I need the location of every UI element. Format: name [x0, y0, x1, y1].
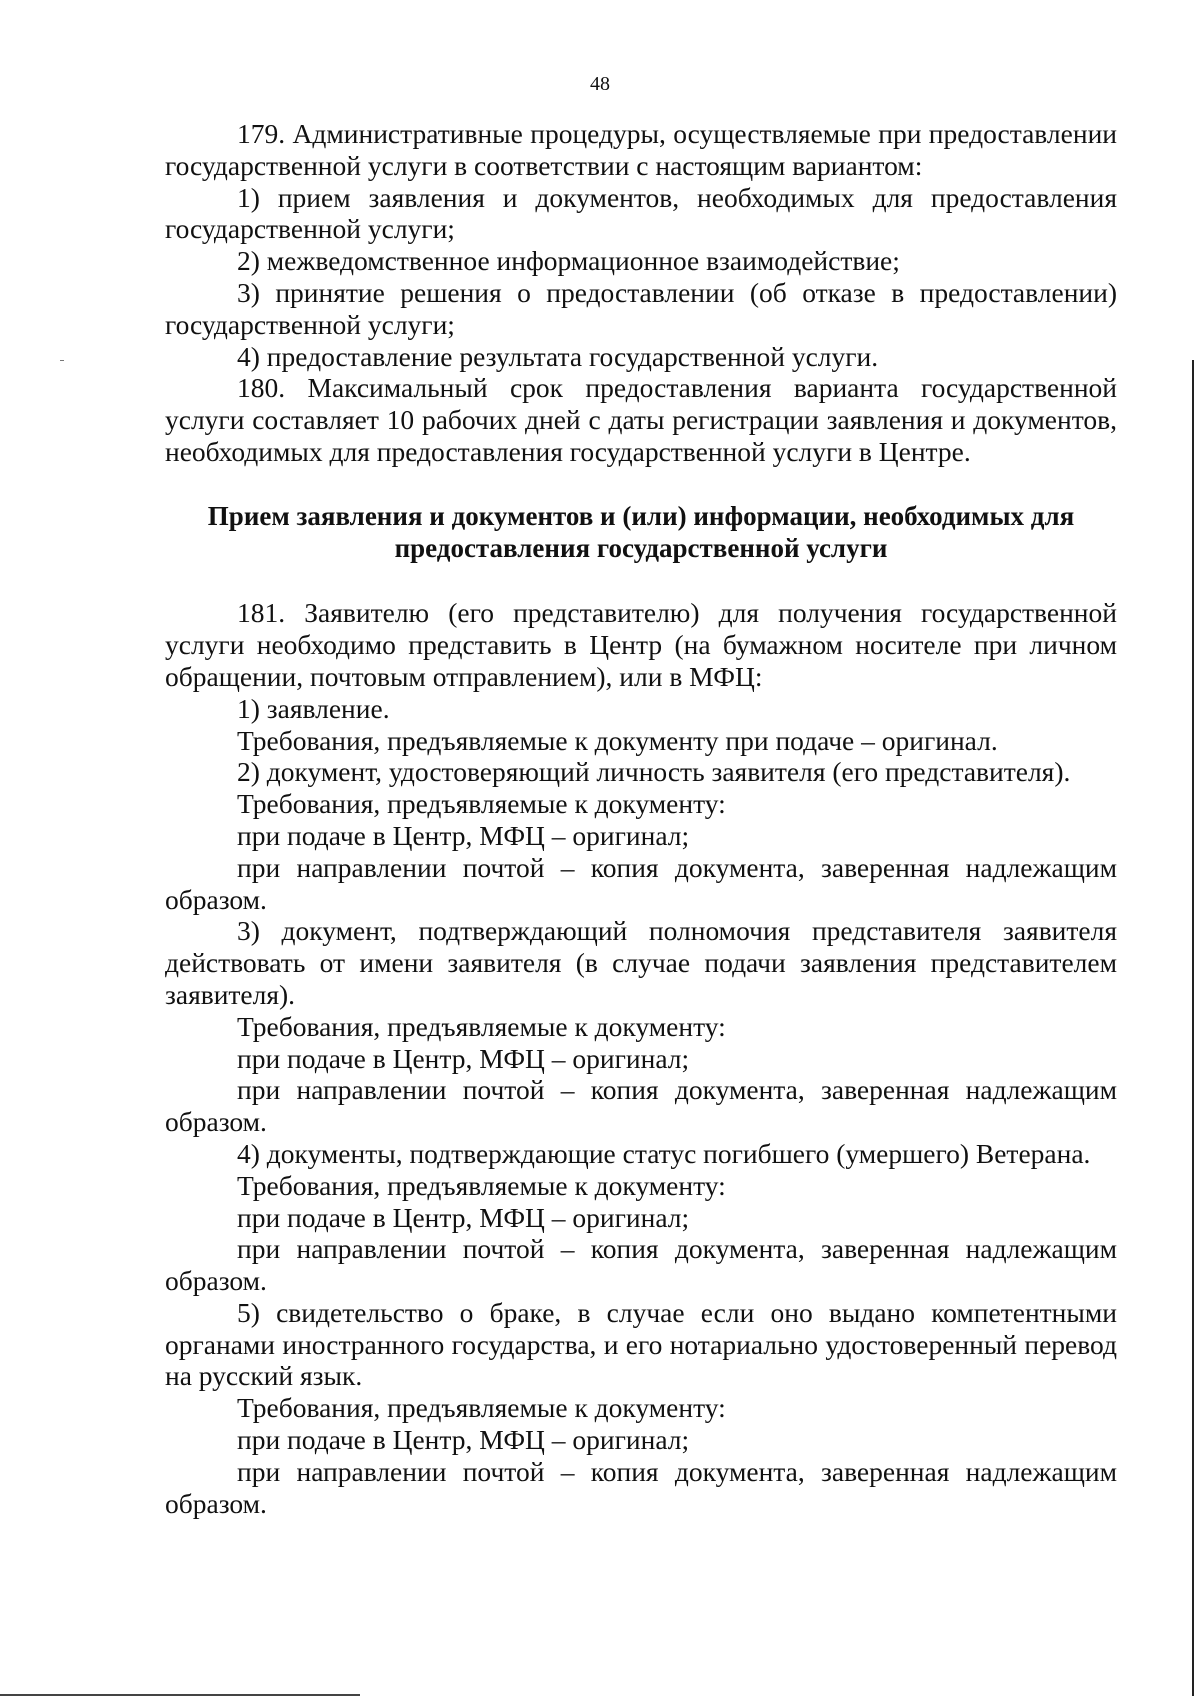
document-item-2: 2) документ, удостоверяющий личность заявителя (его представителя).	[237, 756, 1071, 788]
list-item-3: 3) принятие решения о предоставлении (об отказе в предоставлении) государственной услуги;	[165, 276, 1117, 340]
requirement-text: Требования, предъявляемые к документу:	[237, 1392, 726, 1424]
scan-speck	[60, 360, 64, 361]
scan-edge-line	[1192, 360, 1194, 1696]
requirement-text: Требования, предъявляемые к документу:	[237, 788, 726, 820]
list-item-1: 1) прием заявления и документов, необходимых для предоставления государственной услуги;	[165, 181, 1117, 245]
requirement-in-person: при подаче в Центр, МФЦ – оригинал;	[237, 819, 690, 851]
requirement-by-mail: при направлении почтой – копия документа, заверенная надлежащим образом.	[165, 1233, 1117, 1297]
requirement-in-person: при подаче в Центр, МФЦ – оригинал;	[237, 1424, 690, 1456]
list-item-4: 4) предоставление результата государственной услуги.	[237, 340, 879, 372]
requirement-in-person: при подаче в Центр, МФЦ – оригинал;	[237, 1201, 690, 1233]
document-item-3: 3) документ, подтверждающий полномочия представителя заявителя действовать от имени заявителя (в случае подачи заявления представителем заявителя).	[165, 915, 1117, 1010]
requirement-by-mail: при направлении почтой – копия документа, заверенная надлежащим образом.	[165, 1074, 1117, 1138]
document-item-5: 5) свидетельство о браке, в случае если оно выдано компетентными органами иностранного государства, и его нотариально удостоверенный перевод на русский язык.	[165, 1296, 1117, 1392]
document-body	[165, 118, 1117, 1519]
paragraph-181: 181. Заявителю (его представителю) для получения государственной услуги необходимо представить в Центр (на бумажном носителе при личном обращении, почтовым отправлением), или в МФЦ:	[165, 597, 1117, 692]
requirement-text: Требования, предъявляемые к документу:	[237, 1010, 726, 1042]
section-heading: Прием заявления и документов и (или) информации, необходимых для предоставления государственной услуги	[207, 500, 1075, 563]
requirement-text: Требования, предъявляемые к документу при подаче – оригинал.	[237, 724, 998, 756]
requirement-in-person: при подаче в Центр, МФЦ – оригинал;	[237, 1042, 690, 1074]
paragraph-180: 180. Максимальный срок предоставления варианта государственной услуги составляет 10 рабочих дней с даты регистрации заявления и документов, необходимых для предоставления государственной услуги в Центре.	[165, 372, 1117, 467]
document-item-4: 4) документы, подтверждающие статус погибшего (умершего) Ветерана.	[237, 1137, 1091, 1169]
requirement-text: Требования, предъявляемые к документу:	[237, 1169, 726, 1201]
list-item-2: 2) межведомственное информационное взаимодействие;	[237, 245, 900, 277]
paragraph-179: 179. Административные процедуры, осуществляемые при предоставлении государственной услуги в соответствии с настоящим вариантом:	[165, 118, 1117, 181]
page-number: 48	[590, 73, 610, 95]
requirement-by-mail: при направлении почтой – копия документа, заверенная надлежащим образом.	[165, 851, 1117, 915]
document-item-1: 1) заявление.	[237, 692, 390, 724]
requirement-by-mail: при направлении почтой – копия документа, заверенная надлежащим образом.	[165, 1455, 1117, 1519]
